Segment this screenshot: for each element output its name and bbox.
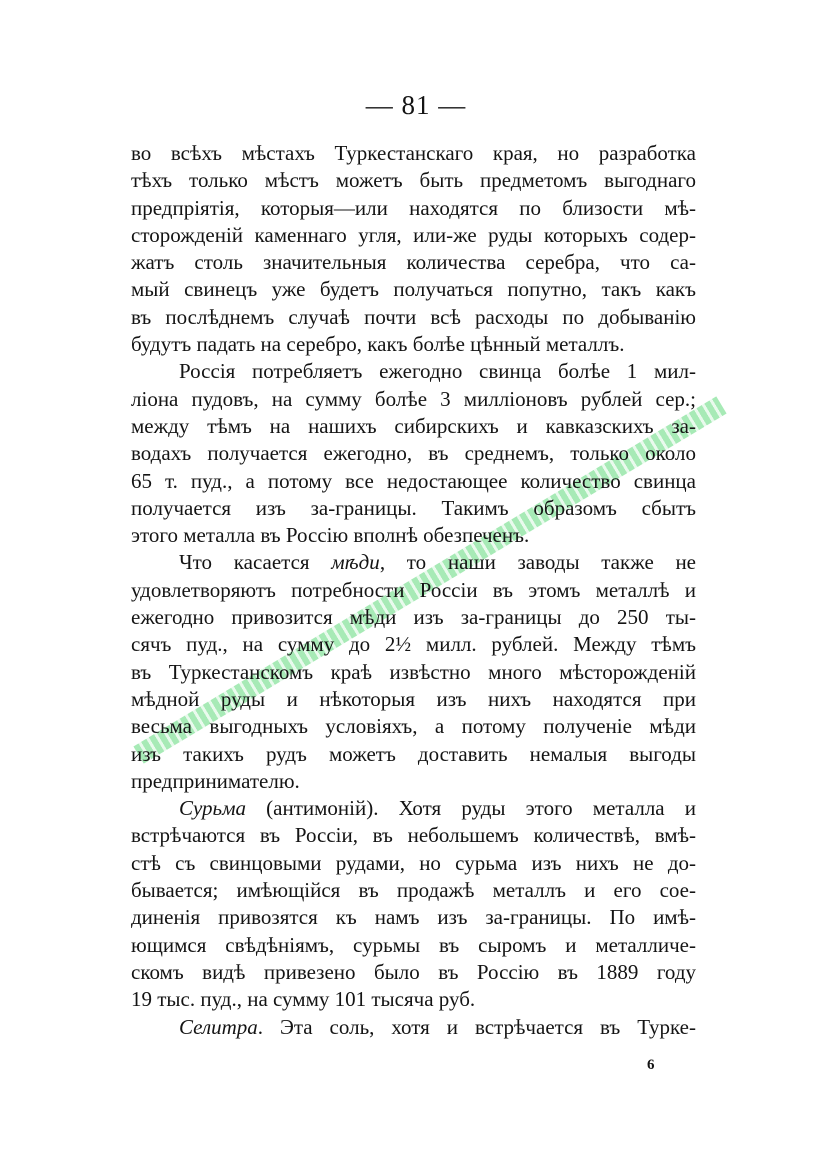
body-text bbox=[131, 140, 696, 1041]
paragraph bbox=[131, 358, 696, 549]
text-line: мѣдной руды и нѣкоторыя изъ нихъ находятся при bbox=[131, 686, 696, 711]
text-line: въ послѣднемъ случаѣ почти всѣ расходы по добыванію bbox=[131, 304, 696, 329]
paragraph bbox=[131, 140, 696, 358]
lead-term: Сурьма bbox=[179, 796, 247, 821]
text-line: Сурьма (антимоній). Хотя руды этого металла и bbox=[179, 796, 696, 821]
text-line: скомъ видѣ привезено было въ Россію въ 1889 году bbox=[131, 959, 696, 984]
text-line: Россія потребляетъ ежегодно свинца болѣе 1 мил- bbox=[179, 359, 696, 384]
text-line: диненія привозятся къ намъ изъ за-границы. По имѣ- bbox=[131, 905, 696, 930]
text-line: этого металла въ Россію вполнѣ обезпеченъ. bbox=[131, 523, 530, 548]
text-line: получается изъ за-границы. Такимъ образомъ сбытъ bbox=[131, 495, 696, 520]
text-line: водахъ получается ежегодно, въ среднемъ, только около bbox=[131, 441, 696, 466]
text-line: 65 т. пуд., а потому все недостающее количество свинца bbox=[131, 468, 696, 493]
paragraph bbox=[131, 795, 696, 1013]
signature-mark: 6 bbox=[647, 1057, 655, 1073]
text-line: ежегодно привозится мѣди изъ за-границы до 250 ты- bbox=[131, 605, 696, 630]
text-line: Что касается мѣди, то наши заводы также не bbox=[179, 550, 697, 575]
paragraph bbox=[131, 549, 696, 795]
text-line: встрѣчаются въ Россіи, въ небольшемъ количествѣ, вмѣ- bbox=[131, 823, 696, 848]
text-line: весьма выгодныхъ условіяхъ, а потому полученіе мѣди bbox=[131, 714, 696, 739]
text-line: сторожденій каменнаго угля, или-же руды которыхъ содер- bbox=[131, 222, 696, 247]
text-line: сячъ пуд., на сумму до 2½ милл. рублей. Между тѣмъ bbox=[131, 632, 696, 657]
text-line: удовлетворяютъ потребности Россіи въ этомъ металлѣ и bbox=[131, 577, 696, 602]
text-line: тѣхъ только мѣстъ можетъ быть предметомъ выгоднаго bbox=[131, 168, 696, 193]
page-number: — 81 — bbox=[365, 90, 467, 120]
text-line: ющимся свѣдѣніямъ, сурьмы въ сыромъ и металличе- bbox=[131, 932, 696, 957]
lead-term: Селитра bbox=[179, 1014, 258, 1039]
text-line: мый свинецъ уже будетъ получаться попутно, такъ какъ bbox=[131, 277, 696, 302]
text-line: въ Туркестанскомъ краѣ извѣстно много мѣсторожденій bbox=[131, 659, 696, 684]
text-line: стѣ съ свинцовыми рудами, но сурьма изъ нихъ не до- bbox=[131, 850, 696, 875]
text-line: предпринимателю. bbox=[131, 768, 300, 793]
text-line: между тѣмъ на нашихъ сибирскихъ и кавказскихъ за- bbox=[131, 413, 696, 438]
text-line: будутъ падать на серебро, какъ болѣе цѣнный металлъ. bbox=[131, 332, 625, 357]
text-line: предпріятія, которыя—или находятся по близости мѣ- bbox=[131, 195, 696, 220]
text-line: жатъ столь значительныя количества серебра, что са- bbox=[131, 250, 696, 275]
text-line: во всѣхъ мѣстахъ Туркестанскаго края, но разработка bbox=[131, 141, 696, 165]
paragraph bbox=[131, 1014, 696, 1041]
text-line: Селитра. Эта соль, хотя и встрѣчается въ Турке- bbox=[179, 1014, 696, 1039]
text-line: 19 тыс. пуд., на сумму 101 тысяча руб. bbox=[131, 987, 476, 1012]
text-line: бывается; имѣющійся въ продажѣ металлъ и его сое- bbox=[131, 878, 696, 903]
text-line: ліона пудовъ, на сумму болѣе 3 милліоновъ рублей сер.; bbox=[131, 386, 696, 411]
lead-term: мѣди bbox=[331, 550, 380, 575]
text-line: изъ такихъ рудъ можетъ доставить немалыя выгоды bbox=[131, 741, 696, 766]
